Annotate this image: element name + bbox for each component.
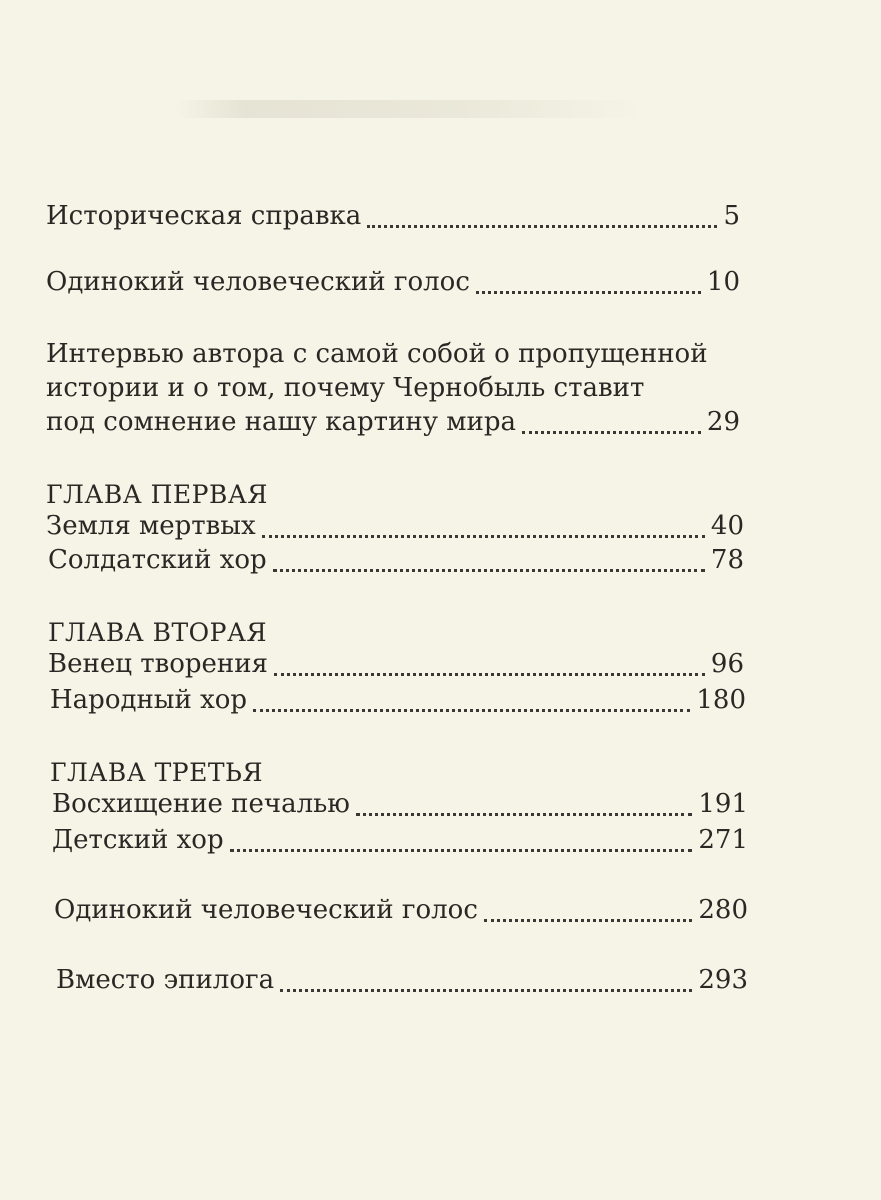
toc-entry-interview-line1: Интервью автора с самой собой о пропущенной [46,339,708,369]
toc-entry-page: 29 [706,407,740,437]
toc-entry-title: Восхищение печалью [52,789,350,819]
toc-entry-interview-line2: истории и о том, почему Чернобыль ставит [46,373,645,403]
toc-entry-crown-of-creation [48,646,744,682]
dot-leader [273,569,705,572]
toc-entry-page: 280 [698,895,748,925]
toc-entry-admiration-sadness [52,786,748,822]
toc-entry-lonely-voice-2 [54,892,748,928]
toc-entry-page: 180 [696,685,746,715]
toc-entry-page: 10 [706,267,740,297]
toc-entry-land-of-dead [46,508,744,544]
toc-entry-page: 78 [710,545,744,575]
chapter-heading-1: ГЛАВА ПЕРВАЯ [46,480,268,509]
toc-entry-page: 191 [698,789,748,819]
dot-leader [280,989,692,992]
toc-entry-title: Венец творения [48,649,268,679]
toc-entry-title: Историческая справка [46,201,362,231]
toc-entry-peoples-chorus [50,682,746,718]
dot-leader [367,225,717,228]
toc-entry-title: Одинокий человеческий голос [54,895,478,925]
toc-entry-page: 293 [698,965,748,995]
toc-entry-historical-note [46,198,740,234]
dot-leader [274,673,705,676]
toc-entry-soldiers-chorus [48,542,744,578]
toc-entry-page: 40 [710,511,744,541]
toc-entry-title: Земля мертвых [46,511,256,541]
toc-entry-page: 96 [710,649,744,679]
dot-leader [522,431,701,434]
toc-entry-title: Солдатский хор [48,545,267,575]
dot-leader [230,849,693,852]
chapter-heading-2: ГЛАВА ВТОРАЯ [48,618,268,647]
toc-entry-page: 5 [723,201,740,231]
toc-entry-instead-of-epilogue [56,962,748,998]
dot-leader [476,291,701,294]
toc-entry-title: Детский хор [52,825,224,855]
toc-entry-title: Вместо эпилога [56,965,275,995]
dot-leader [262,535,705,538]
toc-entry-interview [46,404,740,440]
toc-entry-title: под сомнение нашу картину мира [46,407,516,437]
toc-entry-title: Народный хор [50,685,248,715]
toc-entry-childrens-chorus [52,822,748,858]
dot-leader [356,813,692,816]
chapter-heading-3: ГЛАВА ТРЕТЬЯ [50,758,264,787]
toc-entry-lonely-voice [46,264,740,300]
toc-entry-page: 271 [698,825,748,855]
dot-leader [484,919,692,922]
toc-entry-title: Одинокий человеческий голос [46,267,470,297]
dot-leader [253,709,690,712]
